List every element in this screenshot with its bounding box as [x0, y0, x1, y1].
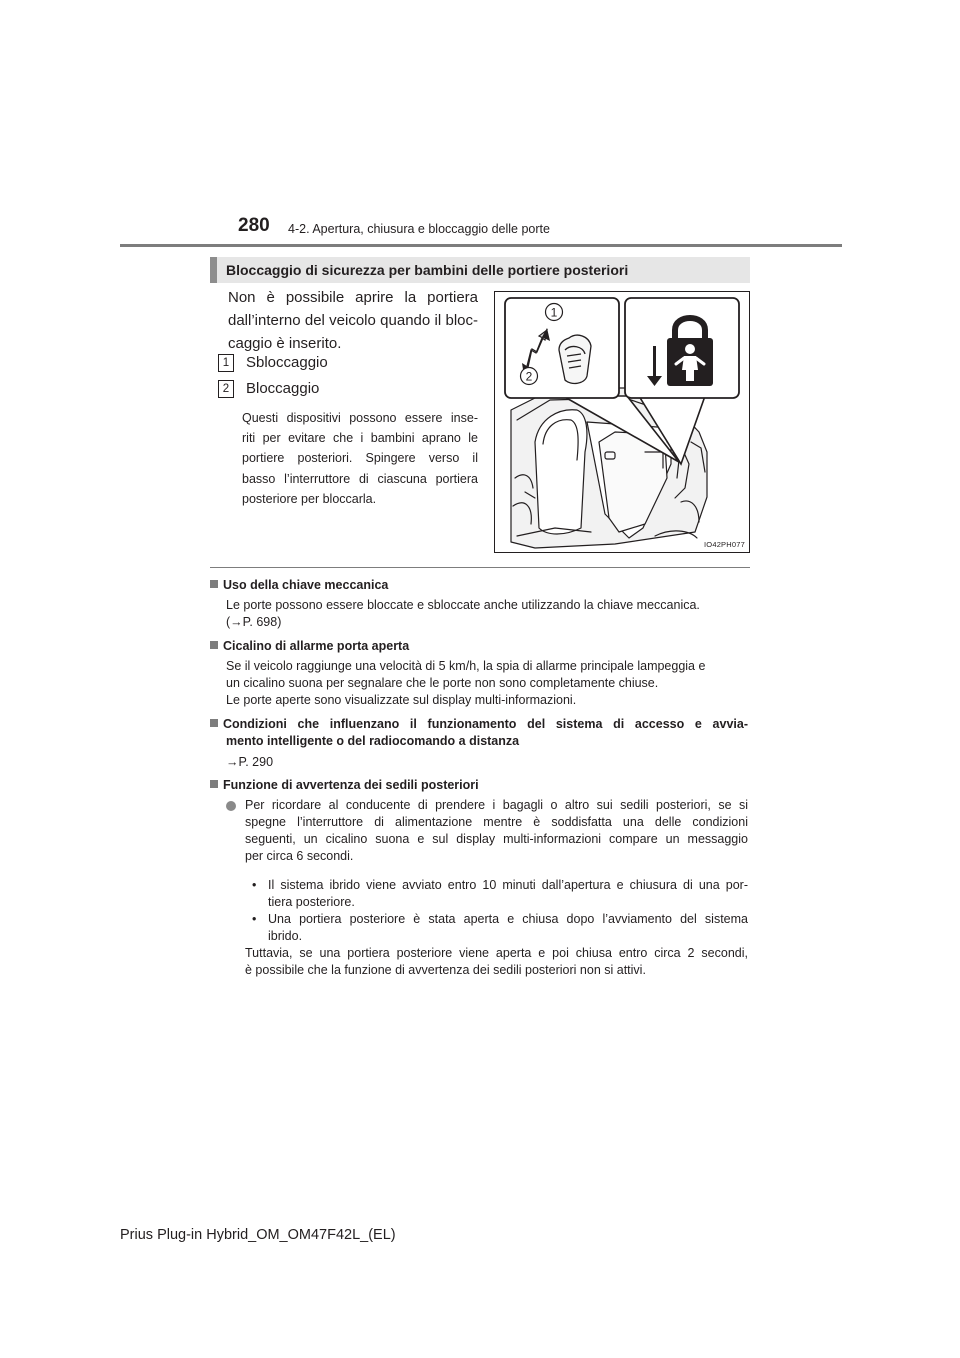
header-rule: [120, 244, 842, 247]
section-divider: [210, 567, 750, 568]
info-heading-door-alarm: [210, 638, 409, 655]
chapter-title: 4-2. Apertura, chiusura e bloccaggio delle porte: [288, 222, 550, 236]
info-heading-rear-seat-reminder: [210, 777, 479, 794]
sub-item-line: Il sistema ibrido viene avviato entro 10 minuti dall’apertura e chiusura di una por-: [268, 878, 748, 892]
intro-paragraph: [228, 286, 478, 355]
trailing-line: è possibile che la funzione di avvertenza dei sedili posteriori non si attivi.: [245, 963, 646, 977]
note-line: Questi dispositivi possono essere inse-: [242, 411, 478, 425]
sub-item-line: Una portiera posteriore è stata aperta e chiusa dopo l’avviamento del sistema: [268, 912, 748, 926]
info-body: Se il veicolo raggiunge una velocità di 5 km/h, la spia di allarme principale lampeggia e: [226, 659, 706, 673]
square-bullet-icon: [210, 641, 218, 649]
round-bullet-icon: [226, 801, 236, 811]
bullet-line: Per ricordare al conducente di prendere i bagagli o altro sui sedili posteriori, se si: [245, 798, 748, 812]
sub-item-line: ibrido.: [268, 929, 303, 943]
child-lock-figure: [494, 291, 750, 553]
bullet-line: seguenti, un cicalino suona e sul display multi-informazioni compare un messaggio: [245, 832, 748, 846]
sub-bullet-mark: •: [252, 878, 257, 892]
note-line: portiere posteriori. Spingere verso il: [242, 451, 478, 466]
callout-number: 2: [218, 380, 234, 398]
figure-code: IO42PH077: [704, 540, 745, 549]
info-heading-text: Condizioni che influenzano il funzionamento del sistema di accesso e avvia-: [223, 717, 748, 731]
info-heading-smart-entry: [210, 716, 748, 733]
square-bullet-icon: [210, 580, 218, 588]
figure-label-2: 2: [525, 369, 533, 384]
note-line: posteriore per bloccarla.: [242, 491, 377, 506]
trailing-line: Tuttavia, se una portiera posteriore viene aperta e poi chiusa entro circa 2 secondi,: [245, 946, 748, 960]
bullet-line: spegne l’interruttore di alimentazione mentre è soddisfatta una delle condizioni: [245, 815, 748, 829]
figure-label-1: 1: [550, 305, 558, 320]
info-heading-text: Funzione di avvertenza dei sedili posteriori: [223, 778, 479, 792]
note-paragraph: [242, 408, 478, 509]
section-title-bar: [210, 257, 750, 283]
callout-number: 1: [218, 354, 234, 372]
intro-line: Non è possibile aprire la portiera: [228, 289, 478, 306]
info-body: un cicalino suona per segnalare che le porte non sono completamente chiuse.: [226, 676, 659, 690]
info-body: Le porte possono essere bloccate e sbloccate anche utilizzando la chiave meccanica.: [226, 598, 700, 612]
intro-line: dall’interno del veicolo quando il bloc-: [228, 312, 478, 329]
sub-item: [268, 877, 748, 911]
info-heading-mechanical-key: [210, 577, 388, 594]
info-body: (→P. 698): [226, 615, 282, 629]
info-heading-text: Uso della chiave meccanica: [223, 578, 389, 592]
sub-item-line: tiera posteriore.: [268, 895, 355, 909]
intro-line: caggio è inserito.: [228, 335, 342, 352]
callout-lock: [218, 379, 319, 401]
square-bullet-icon: [210, 780, 218, 788]
info-page-ref: →P. 290: [226, 755, 274, 769]
callout-unlock: [218, 353, 328, 375]
bullet-paragraph: [245, 797, 748, 865]
info-body: Le porte aperte sono visualizzate sul display multi-informazioni.: [226, 693, 577, 707]
note-line: riti per evitare che i bambini aprano le: [242, 431, 478, 446]
info-heading-smart-entry-cont: mento intelligente o del radiocomando a distanza: [226, 734, 520, 748]
info-heading-text: Cicalino di allarme porta aperta: [223, 639, 410, 653]
callout-label: Sbloccaggio: [246, 354, 328, 371]
footer-model-code: Prius Plug-in Hybrid_OM_OM47F42L_(EL): [120, 1227, 396, 1243]
page-number: 280: [238, 215, 270, 236]
sub-item: [268, 911, 748, 945]
sub-bullet-mark: •: [252, 912, 257, 926]
callout-label: Bloccaggio: [246, 380, 320, 397]
bullet-line: per circa 6 secondi.: [245, 849, 354, 863]
note-line: basso l’interruttore di ciascuna portiera: [242, 471, 478, 486]
trailing-paragraph: [245, 945, 748, 979]
child-lock-illustration: [495, 292, 749, 552]
square-bullet-icon: [210, 719, 218, 727]
section-title: Bloccaggio di sicurezza per bambini delle portiere posteriori: [226, 262, 629, 278]
